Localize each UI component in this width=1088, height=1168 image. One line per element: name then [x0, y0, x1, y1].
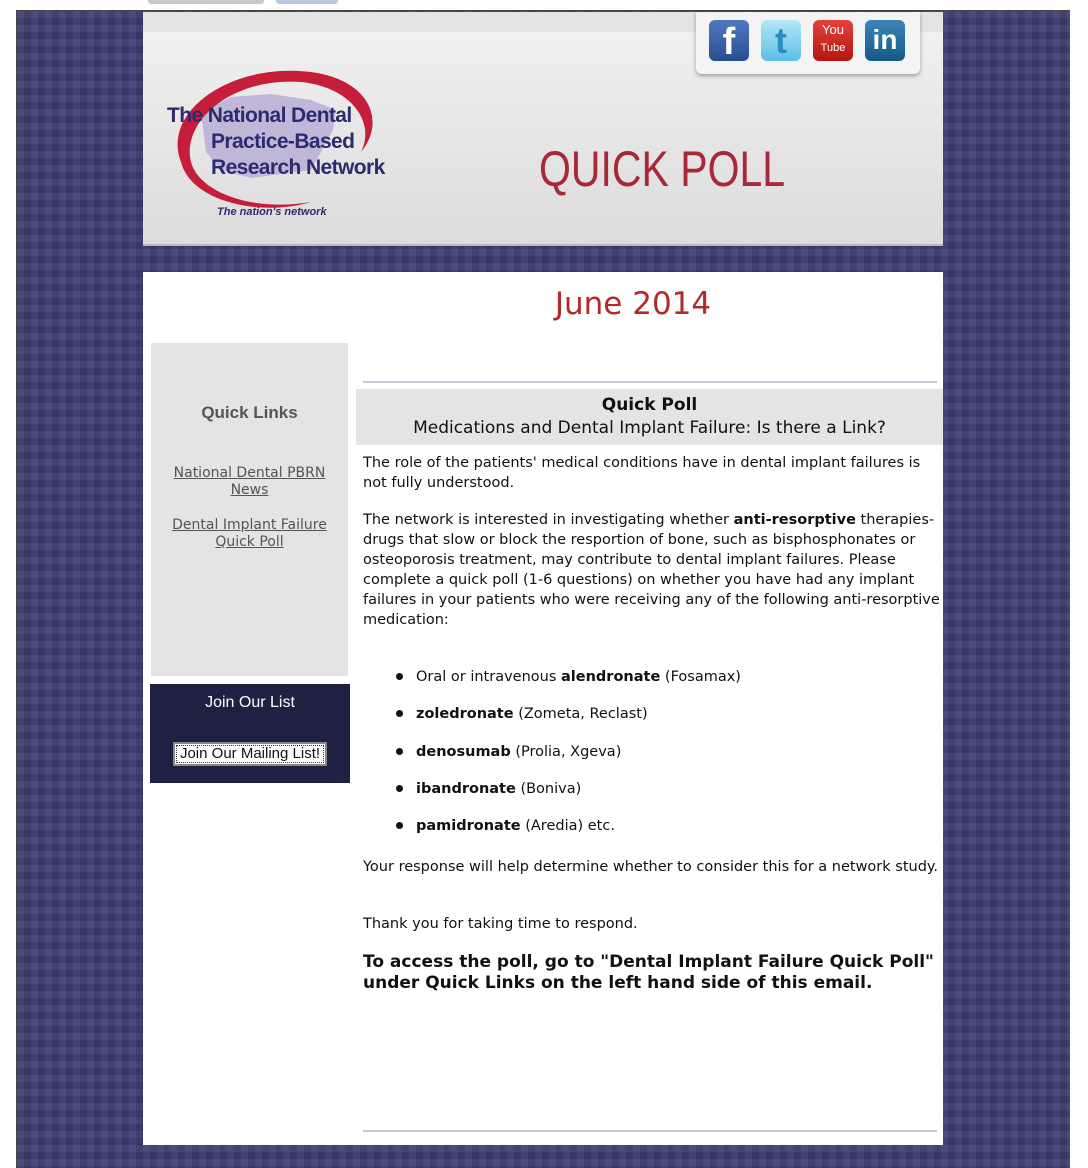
youtube-glyph-top: You	[822, 22, 844, 37]
description-rest: therapies-drugs that slow or block the resportion of bone, such as bisphosphonates or osteoporosis treatment, may contribute to dental implant failures. Please complete a quick poll (1-6 questions) on whether you have had any implant failures in your patients who were receiving any of the following anti-resorptive medication:	[363, 512, 940, 628]
logo-tagline: The nation's network	[217, 206, 327, 218]
logo-text-line-2: Practice-Based	[211, 130, 355, 153]
bullet-icon	[396, 673, 403, 680]
bullet-icon	[396, 710, 403, 717]
header-banner	[143, 12, 943, 246]
linkedin-icon[interactable]	[865, 20, 905, 61]
toolbar-button-stub[interactable]	[148, 0, 264, 4]
join-list-heading: Join Our List	[205, 694, 295, 711]
top-strip	[0, 0, 1088, 10]
drug-name: ibandronate	[416, 781, 516, 797]
drug-list-item	[396, 706, 648, 722]
facebook-icon[interactable]	[709, 20, 749, 61]
drug-brands: (Aredia) etc.	[525, 818, 615, 834]
poll-subheading: Medications and Dental Implant Failure: Is there a Link?	[413, 418, 886, 438]
logo-text-line-3: Research Network	[211, 156, 385, 179]
drug-name: alendronate	[561, 669, 661, 685]
poll-heading-box	[356, 389, 943, 445]
drug-brands: (Boniva)	[520, 781, 582, 797]
toolbar-button-stub[interactable]	[276, 0, 338, 4]
drug-brands: (Prolia, Xgeva)	[515, 744, 622, 760]
link-line: National Dental PBRN	[173, 465, 326, 481]
issue-date: June 2014	[554, 286, 712, 322]
link-implant-quick-poll[interactable]	[151, 517, 348, 551]
youtube-icon[interactable]	[813, 20, 853, 61]
poll-thanks: Thank you for taking time to respond.	[363, 916, 638, 932]
divider-top	[363, 381, 937, 383]
link-line: Quick Poll	[215, 534, 284, 550]
drug-list-item	[396, 818, 615, 834]
bullet-icon	[396, 822, 403, 829]
drug-prefix: Oral or intravenous	[416, 669, 557, 685]
content-panel	[143, 272, 943, 1145]
quick-links-sidebar	[151, 343, 348, 676]
drug-name: denosumab	[416, 744, 511, 760]
network-logo	[161, 52, 391, 232]
header-title: QUICK POLL	[539, 141, 786, 197]
bullet-icon	[396, 785, 403, 792]
drug-name: pamidronate	[416, 818, 521, 834]
bullet-icon	[396, 748, 403, 755]
poll-access-instructions: To access the poll, go to "Dental Implant Failure Quick Poll" under Quick Links on the left hand side of this email.	[363, 952, 934, 993]
drug-list-item	[396, 744, 621, 760]
divider-bottom	[363, 1130, 937, 1132]
description-start: The network is interested in investigating whether	[363, 512, 729, 528]
social-bar	[696, 12, 920, 74]
poll-response-note: Your response will help determine whether to consider this for a network study.	[363, 859, 939, 875]
link-line: Dental Implant Failure	[172, 517, 327, 533]
twitter-icon[interactable]	[761, 20, 801, 61]
link-line: News	[230, 482, 269, 498]
description-bold-term: anti-resorptive	[733, 512, 856, 528]
quick-links-heading: Quick Links	[201, 403, 298, 422]
poll-intro: The role of the patients' medical conditions have in dental implant failures is not fully understood.	[363, 455, 921, 491]
linkedin-glyph: in	[872, 24, 898, 55]
drug-list-item	[396, 669, 741, 685]
logo-text-line-1: The National Dental	[167, 104, 352, 127]
drug-list-item	[396, 781, 581, 797]
poll-description	[363, 510, 943, 630]
join-list-box	[150, 684, 350, 783]
drug-brands: (Fosamax)	[664, 669, 741, 685]
join-mailing-list-button[interactable]: Join Our Mailing List!	[173, 742, 327, 766]
drug-brands: (Zometa, Reclast)	[518, 706, 648, 722]
poll-heading: Quick Poll	[601, 395, 698, 415]
youtube-glyph-bottom: Tube	[820, 42, 846, 54]
facebook-glyph: f	[722, 21, 736, 63]
link-pbrn-news[interactable]	[151, 465, 348, 499]
drug-name: zoledronate	[416, 706, 514, 722]
twitter-glyph: t	[775, 20, 787, 61]
